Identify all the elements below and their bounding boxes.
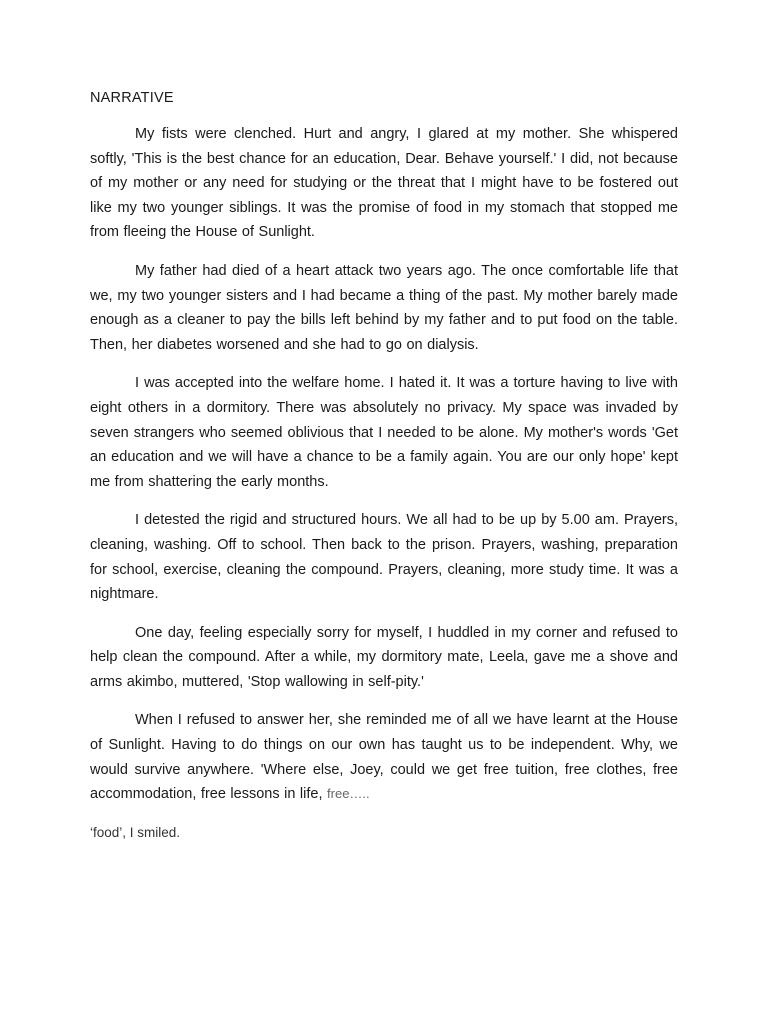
document-heading: NARRATIVE [90,90,174,106]
paragraph-6-text: When I refused to answer her, she reminded me of all we have learnt at the House of Sunlight. Having to do things on our own has taught us to be independent. Why, we would survive anywhere. 'Where else, Joey, could we get free tuition, free clothes, free accommodation, free lessons in life, [90,712,678,803]
document-page [90,88,678,845]
paragraph-5: One day, feeling especially sorry for myself, I huddled in my corner and refused to help clean the compound. After a while, my dormitory mate, Leela, gave me a shove and arms akimbo, muttered, 'Stop wallowing in self-pity.' [90,624,678,690]
paragraph-6 [90,708,678,806]
trailing-fragment: free….. [327,786,370,802]
paragraph-3: I was accepted into the welfare home. I hated it. It was a torture having to live with eight others in a dormitory. There was absolutely no privacy. My space was invaded by seven strangers who seemed oblivious that I needed to be alone. My mother's words 'Get an education and we will have a chance to be a family again. You are our only hope' kept me from shattering the early months. [90,375,678,490]
paragraph-4: I detested the rigid and structured hours. We all had to be up by 5.00 am. Prayers, cleaning, washing. Off to school. Then back to the prison. Prayers, washing, preparation for school, exercise, cleaning the compound. Prayers, cleaning, more study time. It was a nightmare. [90,512,678,603]
paragraph-2: My father had died of a heart attack two years ago. The once comfortable life that we, my two younger sisters and I had became a thing of the past. My mother barely made enough as a cleaner to pay the bills left behind by my father and to put food on the table. Then, her diabetes worsened and she had to go on dialysis. [90,262,678,353]
paragraph-1: My fists were clenched. Hurt and angry, I glared at my mother. She whispered softly, 'This is the best chance for an education, Dear. Behave yourself.' I did, not because of my mother or any need for studying or the threat that I might have to be fostered out like my two younger siblings. It was the promise of food in my stomach that stopped me from fleeing the House of Sunlight. [90,126,678,241]
closing-line: ‘food’, I smiled. [90,824,181,840]
